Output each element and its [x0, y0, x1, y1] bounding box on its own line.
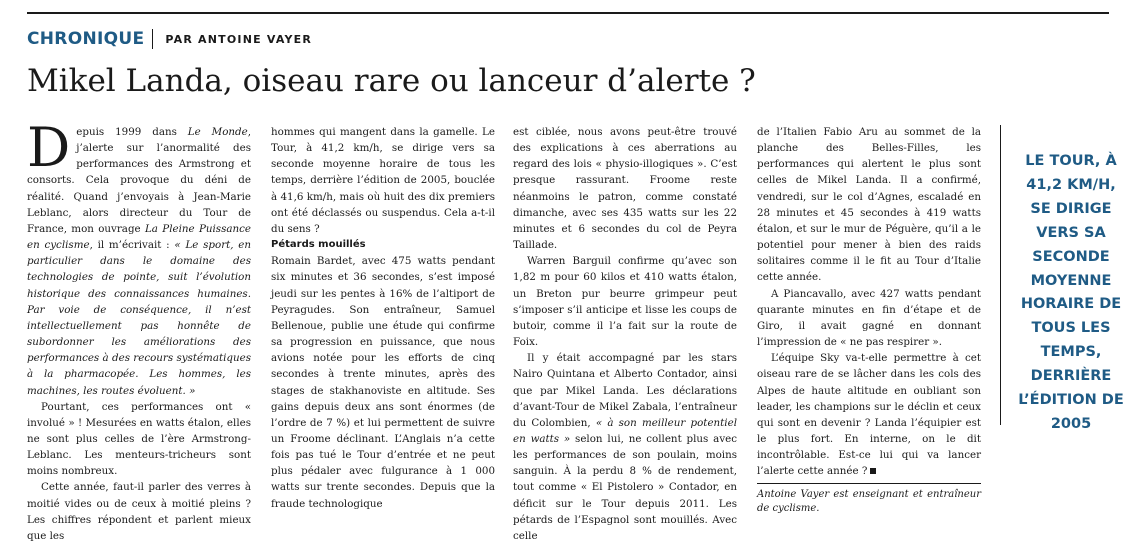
paragraph: L’équipe Sky va-t-elle permettre à cet oiseau rare de se lâcher dans les cols des Alpes de haute altitude en oubliant son leader, les champions sur le déclin et ceux qui sont en devenir ? Landa l’équipier est le plus fort. En interne, on le dit incontrôlable. Est-ce lui qui va lancer l’alerte cette année ? — [757, 352, 981, 478]
byline: PAR ANTOINE VAYER — [165, 32, 313, 46]
end-of-article-mark — [870, 468, 876, 474]
author-signature: Antoine Vayer est enseignant et entraîneur de cyclisme. — [757, 489, 981, 515]
article-column-2 — [271, 124, 495, 512]
rubric-label: CHRONIQUE — [27, 29, 145, 49]
paragraph: Depuis 1999 dans Le Monde, j’alerte sur l’anormalité des performances des Armstrong et consorts. Cela provoque du déni de réalité. Quand j’envoyais à Jean-Marie Leblanc, alors directeur du Tour de France, mon ouvrage La Pleine Puissance en cyclisme, il m’écrivait : « Le sport, en particulier dans le domaine des technologies de pointe, suit l’évolution historique des connaissances humaines. Par voie de conséquence, il n’est intellectuellement pas honnête de subordonner les améliorations des performances à des recours systématiques à la pharmacopée. Les hommes, les machines, les routes évoluent. » — [27, 116, 252, 397]
paragraph: Cette année, faut-il parler des verres à moitié vides ou de ceux à moitié pleins ? Les chiffres répondent et parlent mieux que les — [27, 481, 251, 542]
signature-rule — [757, 483, 981, 484]
subheading: Pétards mouillés — [271, 239, 366, 251]
rubric — [27, 28, 312, 50]
headline: Mikel Landa, oiseau rare ou lanceur d’alerte ? — [27, 63, 756, 99]
pullquote: LE TOUR, À 41,2 KM/H, SE DIRIGE VERS SA SECONDE MOYENNE HORAIRE DE TOUS LES TEMPS, DERRIÈRE L’ÉDITION DE 2005 — [1018, 153, 1124, 432]
paragraph: hommes qui mangent dans la gamelle. Le Tour, à 41,2 km/h, se dirige vers sa seconde moyenne horaire de tous les temps, derrière l’édition de 2005, bouclée à 41,6 km/h, mais où huit des dix premiers ont été déclassés ou suspendus. Cela a-t-il du sens ? — [271, 126, 495, 235]
article-column-4 — [757, 124, 981, 516]
paragraph: Warren Barguil confirme qu’avec son 1,82 m pour 60 kilos et 410 watts étalon, un Breton pur beurre grimpeur peut s’imposer s’il anticipe et lisse les coups de butoir, comme il l’a fait sur la route de Foix. — [513, 255, 737, 349]
article-column-3 — [513, 124, 737, 544]
paragraph: Pourtant, ces performances ont « involué » ! Mesurées en watts étalon, elles ne sont plus celles de l’ère Armstrong-Leblanc. Les menteurs-tricheurs sont moins nombreux. — [27, 400, 251, 478]
paragraph: est ciblée, nous avons peut-être trouvé des explications à ces aberrations au regard des lois « physio-illogiques ». C’est presque rassurant. Froome reste néanmoins le patron, comme constaté dimanche, avec ses 435 watts sur les 22 minutes et 6 secondes du col de Peyra Taillade. — [513, 126, 737, 252]
quote-leblanc: « Le sport, en particulier dans le domaine des technologies de pointe, suit l’évolution historique des connaissances humaines. Par voie de conséquence, il n’est intellectuellement pas honnête de subordonner les améliorations des performances à des recours systématiques à la pharmacopée. Les hommes, les machines, les routes évoluent. » — [27, 239, 252, 397]
article-column-1 — [27, 116, 252, 544]
paragraph: Il y était accompagné par les stars Nairo Quintana et Alberto Contador, ainsi que par Mikel Landa. Les déclarations d’avant-Tour de Mikel Zabala, l’entraîneur du Colombien, « à son meilleur potentiel en watts » selon lui, ne collent plus avec les performances de son poulain, moins sanguin. À la perdu 8 % de rendement, tout comme « El Pistolero » Contador, en déficit sur le Tour depuis 2011. Les pétards de l’Espagnol sont mouillés. Avec celle — [513, 352, 737, 542]
paragraph: Romain Bardet, avec 475 watts pendant six minutes et 36 secondes, s’est imposé jeudi sur les pentes à 16% de l’altiport de Peyragudes. Son entraîneur, Samuel Bellenoue, publie une étude qui confirme sa progression en puissance, que nous avions notée pour les efforts de cinq secondes à trente minutes, après des stages de stakhanoviste en altitude. Ses gains depuis deux ans sont énormes (de l’ordre de 7 %) et lui permettent de suivre un Froome déclinant. L’Anglais n’a cette fois pas tué le Tour d’entrée et ne peut plus pédaler avec fulgurance à 1 000 watts sur trente secondes. Depuis que la fraude technologique — [271, 255, 495, 510]
rubric-separator — [152, 29, 153, 49]
dropcap: D — [27, 116, 71, 179]
paragraph: A Piancavallo, avec 427 watts pendant quarante minutes en fin d’étape et de Giro, il avait gagné en donnant l’impression de « ne pas respirer ». — [757, 287, 981, 349]
paragraph: de l’Italien Fabio Aru au sommet de la planche des Belles-Filles, les performances qui alertent le plus sont celles de Mikel Landa. Il a confirmé, vendredi, sur le col d’Agnes, escaladé en 28 minutes et 45 secondes à 419 watts étalon, et sur le mur de Péguère, qu’il a le potentiel pour mener à bien des raids solitaires comme il le fit au Tour d’Italie cette année. — [757, 126, 981, 284]
top-rule — [27, 12, 1109, 14]
pullquote-rule — [1000, 125, 1001, 425]
